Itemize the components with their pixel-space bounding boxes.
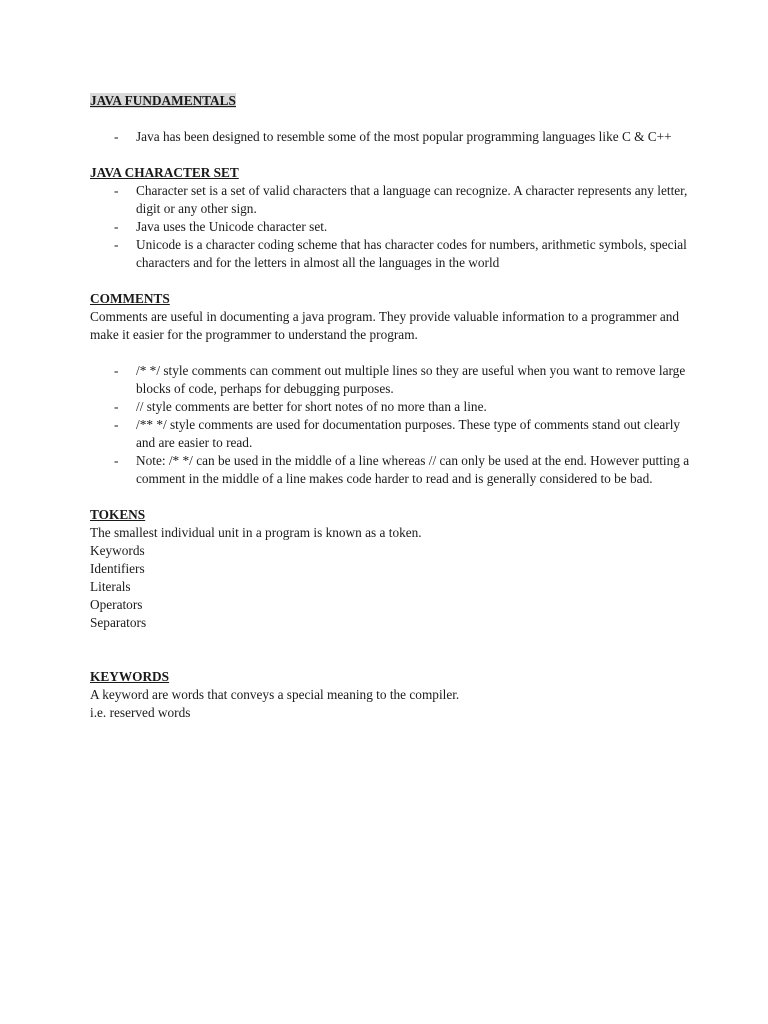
list-item: Identifiers <box>90 561 145 576</box>
list-item: Keywords <box>90 543 145 558</box>
heading-comments: COMMENTS <box>90 291 170 306</box>
tokens-list <box>90 542 690 632</box>
keywords-line: A keyword are words that conveys a special meaning to the compiler. <box>90 687 460 702</box>
list-item: - // style comments are better for short notes of no more than a line. <box>90 398 690 416</box>
heading-keywords: KEYWORDS <box>90 669 170 684</box>
list-item: Separators <box>90 615 147 630</box>
list-item: Operators <box>90 597 143 612</box>
keywords-line: i.e. reserved words <box>90 705 191 720</box>
heading-java-character-set: JAVA CHARACTER SET <box>90 165 239 180</box>
tokens-intro: The smallest individual unit in a program is known as a token. <box>90 525 422 540</box>
fundamentals-list <box>90 128 690 146</box>
comments-list <box>90 362 690 488</box>
list-item: - /** */ style comments are used for documentation purposes. These type of comments stand out clearly and are easier to read. <box>90 416 690 452</box>
comments-intro: Comments are useful in documenting a java program. They provide valuable information to a programmer and make it easier for the programmer to understand the program. <box>90 309 680 342</box>
list-item: - /* */ style comments can comment out multiple lines so they are useful when you want to remove large blocks of code, perhaps for debugging purposes. <box>90 362 690 398</box>
document-page <box>90 92 690 722</box>
list-item: - Java uses the Unicode character set. <box>90 218 690 236</box>
list-item: - Unicode is a character coding scheme that has character codes for numbers, arithmetic symbols, special characters and for the letters in almost all the languages in the world <box>90 236 690 272</box>
heading-java-fundamentals: JAVA FUNDAMENTALS <box>90 93 236 108</box>
list-item: - Java has been designed to resemble some of the most popular programming languages like C & C++ <box>90 128 690 146</box>
list-item: - Character set is a set of valid characters that a language can recognize. A character represents any letter, digit or any other sign. <box>90 182 690 218</box>
list-item: Literals <box>90 579 131 594</box>
heading-tokens: TOKENS <box>90 507 146 522</box>
list-item: - Note: /* */ can be used in the middle of a line whereas // can only be used at the end. However putting a comment in the middle of a line makes code harder to read and is generally considered to be bad. <box>90 452 690 488</box>
charset-list <box>90 182 690 272</box>
